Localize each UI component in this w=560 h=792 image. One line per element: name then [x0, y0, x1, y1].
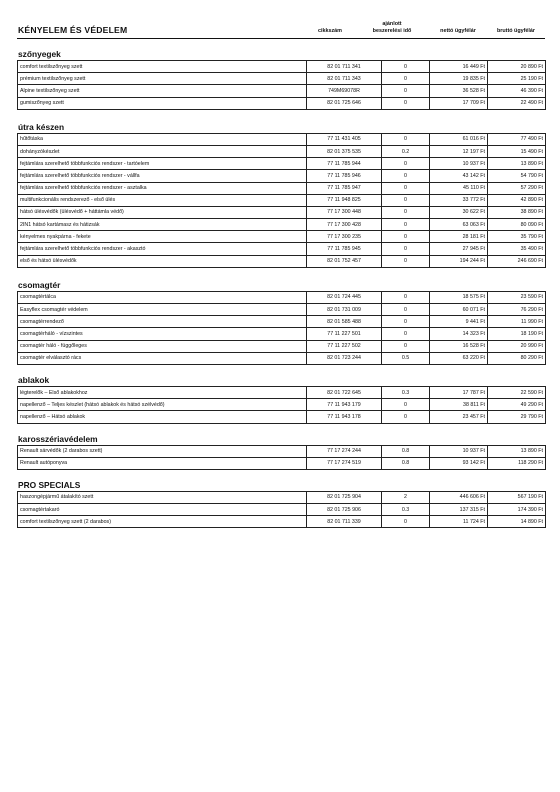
table-row — [18, 219, 546, 231]
product-name-cell: csomagtér háló - függőleges — [18, 340, 307, 352]
product-name-cell: haszongépjármű átalakító szett — [18, 491, 307, 503]
gross-price-cell: 174 390 Ft — [488, 504, 546, 516]
install-time-cell: 2 — [382, 491, 430, 503]
gross-price-cell: 38 890 Ft — [488, 206, 546, 218]
product-name-cell: fejtámlára szerelhető többfunkciós rendszer - tartóelem — [18, 158, 307, 170]
install-time-cell: 0 — [382, 399, 430, 411]
net-price-cell: 63 063 Ft — [430, 219, 488, 231]
net-price-cell: 45 110 Ft — [430, 182, 488, 194]
section-table — [17, 386, 546, 424]
product-name-cell: Alpine textilszőnyeg szett — [18, 85, 307, 97]
table-row — [18, 158, 546, 170]
install-time-cell: 0.2 — [382, 145, 430, 157]
article-number-cell: 82 01 724 445 — [307, 291, 382, 303]
article-number-cell: 82 01 725 646 — [307, 97, 382, 109]
article-number-cell: 82 01 711 341 — [307, 61, 382, 73]
article-number-cell: 77 11 227 501 — [307, 328, 382, 340]
product-name-cell: első és hátsó ülésvédők — [18, 255, 307, 267]
article-number-cell: 77 11 227 502 — [307, 340, 382, 352]
table-row — [18, 457, 546, 469]
sections-container — [17, 49, 545, 528]
article-number-cell: 82 01 375 535 — [307, 145, 382, 157]
product-name-cell: légterelők – Első ablakokhoz — [18, 386, 307, 398]
section-table — [17, 291, 546, 365]
table-row — [18, 194, 546, 206]
table-row — [18, 304, 546, 316]
net-price-cell: 43 142 Ft — [430, 170, 488, 182]
article-number-cell: 77 11 943 178 — [307, 411, 382, 423]
product-name-cell: comfort textilszőnyeg szett (2 darabos) — [18, 516, 307, 528]
article-number-cell: 82 01 585 488 — [307, 316, 382, 328]
article-number-cell: 82 01 725 906 — [307, 504, 382, 516]
install-time-cell: 0.3 — [382, 504, 430, 516]
product-name-cell: fejtámlára szerelhető többfunkciós rendszer - vállfa — [18, 170, 307, 182]
install-time-cell: 0 — [382, 158, 430, 170]
gross-price-cell: 20 890 Ft — [488, 61, 546, 73]
section-title: ablakok — [18, 374, 50, 385]
net-price-cell: 61 016 Ft — [430, 133, 488, 145]
table-row — [18, 231, 546, 243]
gross-price-cell: 49 290 Ft — [488, 399, 546, 411]
article-number-cell: 77 17 300 448 — [307, 206, 382, 218]
table-row — [18, 340, 546, 352]
net-price-cell: 16 528 Ft — [430, 340, 488, 352]
net-price-cell: 9 441 Ft — [430, 316, 488, 328]
gross-price-cell: 22 490 Ft — [488, 97, 546, 109]
gross-price-cell: 80 290 Ft — [488, 352, 546, 364]
article-number-cell: 749M69078R — [307, 85, 382, 97]
product-name-cell: Renault autóponyva — [18, 457, 307, 469]
net-price-cell: 36 528 Ft — [430, 85, 488, 97]
column-header-install-time — [355, 21, 429, 35]
product-name-cell: Renault sárvédők (2 darabos szett) — [18, 445, 307, 457]
article-number-cell: 77 17 274 519 — [307, 457, 382, 469]
article-number-cell: 82 01 711 339 — [307, 516, 382, 528]
gross-price-cell: 11 990 Ft — [488, 316, 546, 328]
net-price-cell: 10 937 Ft — [430, 445, 488, 457]
product-name-cell: 2IN1 hátsó kartámasz és hátizsák — [18, 219, 307, 231]
gross-price-cell: 246 690 Ft — [488, 255, 546, 267]
net-price-cell: 12 197 Ft — [430, 145, 488, 157]
install-time-cell: 0 — [382, 194, 430, 206]
table-row — [18, 145, 546, 157]
table-row — [18, 255, 546, 267]
article-number-cell: 77 11 431 405 — [307, 133, 382, 145]
article-number-cell: 82 01 711 343 — [307, 73, 382, 85]
product-name-cell: csomagtérrendező — [18, 316, 307, 328]
install-time-cell: 0 — [382, 243, 430, 255]
gross-price-cell: 13 890 Ft — [488, 445, 546, 457]
table-row — [18, 182, 546, 194]
price-list-page — [17, 14, 545, 528]
table-row — [18, 291, 546, 303]
table-row — [18, 73, 546, 85]
net-price-cell: 27 945 Ft — [430, 243, 488, 255]
gross-price-cell: 77 490 Ft — [488, 133, 546, 145]
article-number-cell: 77 17 300 235 — [307, 231, 382, 243]
gross-price-cell: 29 790 Ft — [488, 411, 546, 423]
gross-price-cell: 46 390 Ft — [488, 85, 546, 97]
gross-price-cell: 14 890 Ft — [488, 516, 546, 528]
column-header-install-time-line2: beszerelési idő — [372, 28, 412, 34]
install-time-cell: 0 — [382, 61, 430, 73]
install-time-cell: 0 — [382, 304, 430, 316]
net-price-cell: 38 811 Ft — [430, 399, 488, 411]
net-price-cell: 60 071 Ft — [430, 304, 488, 316]
product-name-cell: csomagtértakaró — [18, 504, 307, 516]
table-row — [18, 61, 546, 73]
product-name-cell: hűtőtáska — [18, 133, 307, 145]
table-row — [18, 504, 546, 516]
gross-price-cell: 54 790 Ft — [488, 170, 546, 182]
table-row — [18, 386, 546, 398]
install-time-cell: 0 — [382, 340, 430, 352]
article-number-cell: 82 01 731 009 — [307, 304, 382, 316]
product-name-cell: prémium textilszőnyeg szett — [18, 73, 307, 85]
net-price-cell: 17 787 Ft — [430, 386, 488, 398]
article-number-cell: 77 17 300 428 — [307, 219, 382, 231]
table-row — [18, 399, 546, 411]
install-time-cell: 0 — [382, 328, 430, 340]
product-name-cell: multifunkcionális rendszerező - első ülés — [18, 194, 307, 206]
article-number-cell: 77 11 785 945 — [307, 243, 382, 255]
net-price-cell: 137 315 Ft — [430, 504, 488, 516]
install-time-cell: 0 — [382, 182, 430, 194]
install-time-cell: 0.5 — [382, 352, 430, 364]
article-number-cell: 77 11 948 825 — [307, 194, 382, 206]
table-row — [18, 352, 546, 364]
gross-price-cell: 18 190 Ft — [488, 328, 546, 340]
install-time-cell: 0 — [382, 255, 430, 267]
table-row — [18, 97, 546, 109]
article-number-cell: 77 17 274 244 — [307, 445, 382, 457]
net-price-cell: 14 323 Ft — [430, 328, 488, 340]
net-price-cell: 93 142 Ft — [430, 457, 488, 469]
gross-price-cell: 22 590 Ft — [488, 386, 546, 398]
install-time-cell: 0 — [382, 73, 430, 85]
table-row — [18, 445, 546, 457]
net-price-cell: 33 772 Ft — [430, 194, 488, 206]
section-title: szőnyegek — [18, 49, 61, 59]
net-price-cell: 10 937 Ft — [430, 158, 488, 170]
product-name-cell: kényelmes nyakpárna - fekete — [18, 231, 307, 243]
install-time-cell: 0 — [382, 97, 430, 109]
install-time-cell: 0 — [382, 133, 430, 145]
section-table — [17, 60, 546, 110]
gross-price-cell: 567 190 Ft — [488, 491, 546, 503]
article-number-cell: 77 11 785 944 — [307, 158, 382, 170]
install-time-cell: 0 — [382, 231, 430, 243]
gross-price-cell: 35 490 Ft — [488, 243, 546, 255]
section-table — [17, 491, 546, 529]
section-title: csomagtér — [18, 279, 61, 290]
product-name-cell: comfort textilszőnyeg szett — [18, 61, 307, 73]
gross-price-cell: 35 790 Ft — [488, 231, 546, 243]
gross-price-cell: 80 090 Ft — [488, 219, 546, 231]
install-time-cell: 0 — [382, 206, 430, 218]
net-price-cell: 63 220 Ft — [430, 352, 488, 364]
product-name-cell: fejtámlára szerelhető többfunkciós rendszer - akasztó — [18, 243, 307, 255]
table-row — [18, 170, 546, 182]
column-header-install-time-line1: ajánlott — [382, 21, 402, 27]
gross-price-cell: 23 590 Ft — [488, 291, 546, 303]
article-number-cell: 77 11 943 179 — [307, 399, 382, 411]
table-row — [18, 243, 546, 255]
section-title: útra készen — [18, 121, 65, 132]
article-number-cell: 82 01 723 244 — [307, 352, 382, 364]
table-row — [18, 328, 546, 340]
product-name-cell: dohányzókészlet — [18, 145, 307, 157]
article-number-cell: 77 11 785 947 — [307, 182, 382, 194]
section-title: karosszériavédelem — [18, 433, 98, 444]
gross-price-cell: 13 890 Ft — [488, 158, 546, 170]
install-time-cell: 0.8 — [382, 445, 430, 457]
column-header-article: cikkszám — [318, 28, 342, 34]
net-price-cell: 194 244 Ft — [430, 255, 488, 267]
table-row — [18, 206, 546, 218]
gross-price-cell: 20 990 Ft — [488, 340, 546, 352]
table-row — [18, 316, 546, 328]
table-header — [17, 14, 545, 39]
net-price-cell: 16 449 Ft — [430, 61, 488, 73]
product-name-cell: csomagtértálca — [18, 291, 307, 303]
install-time-cell: 0 — [382, 316, 430, 328]
net-price-cell: 17 709 Ft — [430, 97, 488, 109]
net-price-cell: 19 835 Ft — [430, 73, 488, 85]
install-time-cell: 0.3 — [382, 386, 430, 398]
article-number-cell: 77 11 785 946 — [307, 170, 382, 182]
product-name-cell: fejtámlára szerelhető többfunkciós rendszer - asztalka — [18, 182, 307, 194]
product-name-cell: napellenző – Teljes készlet (hátsó ablakok és hátsó szélvédő) — [18, 399, 307, 411]
gross-price-cell: 76 290 Ft — [488, 304, 546, 316]
table-row — [18, 133, 546, 145]
article-number-cell: 82 01 722 645 — [307, 386, 382, 398]
product-name-cell: gumiszőnyeg szett — [18, 97, 307, 109]
product-name-cell: Easyflex csomagtér védelem — [18, 304, 307, 316]
gross-price-cell: 15 490 Ft — [488, 145, 546, 157]
install-time-cell: 0 — [382, 516, 430, 528]
product-name-cell: napellenző – Hátsó ablakok — [18, 411, 307, 423]
table-row — [18, 411, 546, 423]
article-number-cell: 82 01 752 457 — [307, 255, 382, 267]
install-time-cell: 0 — [382, 411, 430, 423]
column-header-gross-price: bruttó ügyfélár — [496, 28, 536, 34]
table-row — [18, 491, 546, 503]
install-time-cell: 0 — [382, 170, 430, 182]
net-price-cell: 28 181 Ft — [430, 231, 488, 243]
install-time-cell: 0.8 — [382, 457, 430, 469]
install-time-cell: 0 — [382, 85, 430, 97]
gross-price-cell: 42 890 Ft — [488, 194, 546, 206]
gross-price-cell: 57 290 Ft — [488, 182, 546, 194]
net-price-cell: 11 724 Ft — [430, 516, 488, 528]
install-time-cell: 0 — [382, 219, 430, 231]
product-name-cell: hátsó ülésvédők (ülésvédő + háttámla védő) — [18, 206, 307, 218]
section-table — [17, 445, 546, 470]
section-table — [17, 133, 546, 268]
net-price-cell: 30 622 Ft — [430, 206, 488, 218]
gross-price-cell: 118 290 Ft — [488, 457, 546, 469]
net-price-cell: 23 457 Ft — [430, 411, 488, 423]
product-name-cell: csomagtérháló - vízszintes — [18, 328, 307, 340]
net-price-cell: 446 606 Ft — [430, 491, 488, 503]
article-number-cell: 82 01 725 904 — [307, 491, 382, 503]
page-title: KÉNYELEM ÉS VÉDELEM — [18, 25, 128, 35]
column-header-net-price: nettó ügyfélár — [440, 28, 476, 34]
table-row — [18, 516, 546, 528]
net-price-cell: 18 575 Ft — [430, 291, 488, 303]
product-name-cell: csomagtér elválasztó rács — [18, 352, 307, 364]
gross-price-cell: 25 190 Ft — [488, 73, 546, 85]
install-time-cell: 0 — [382, 291, 430, 303]
section-title: PRO SPECIALS — [18, 479, 81, 490]
table-row — [18, 85, 546, 97]
